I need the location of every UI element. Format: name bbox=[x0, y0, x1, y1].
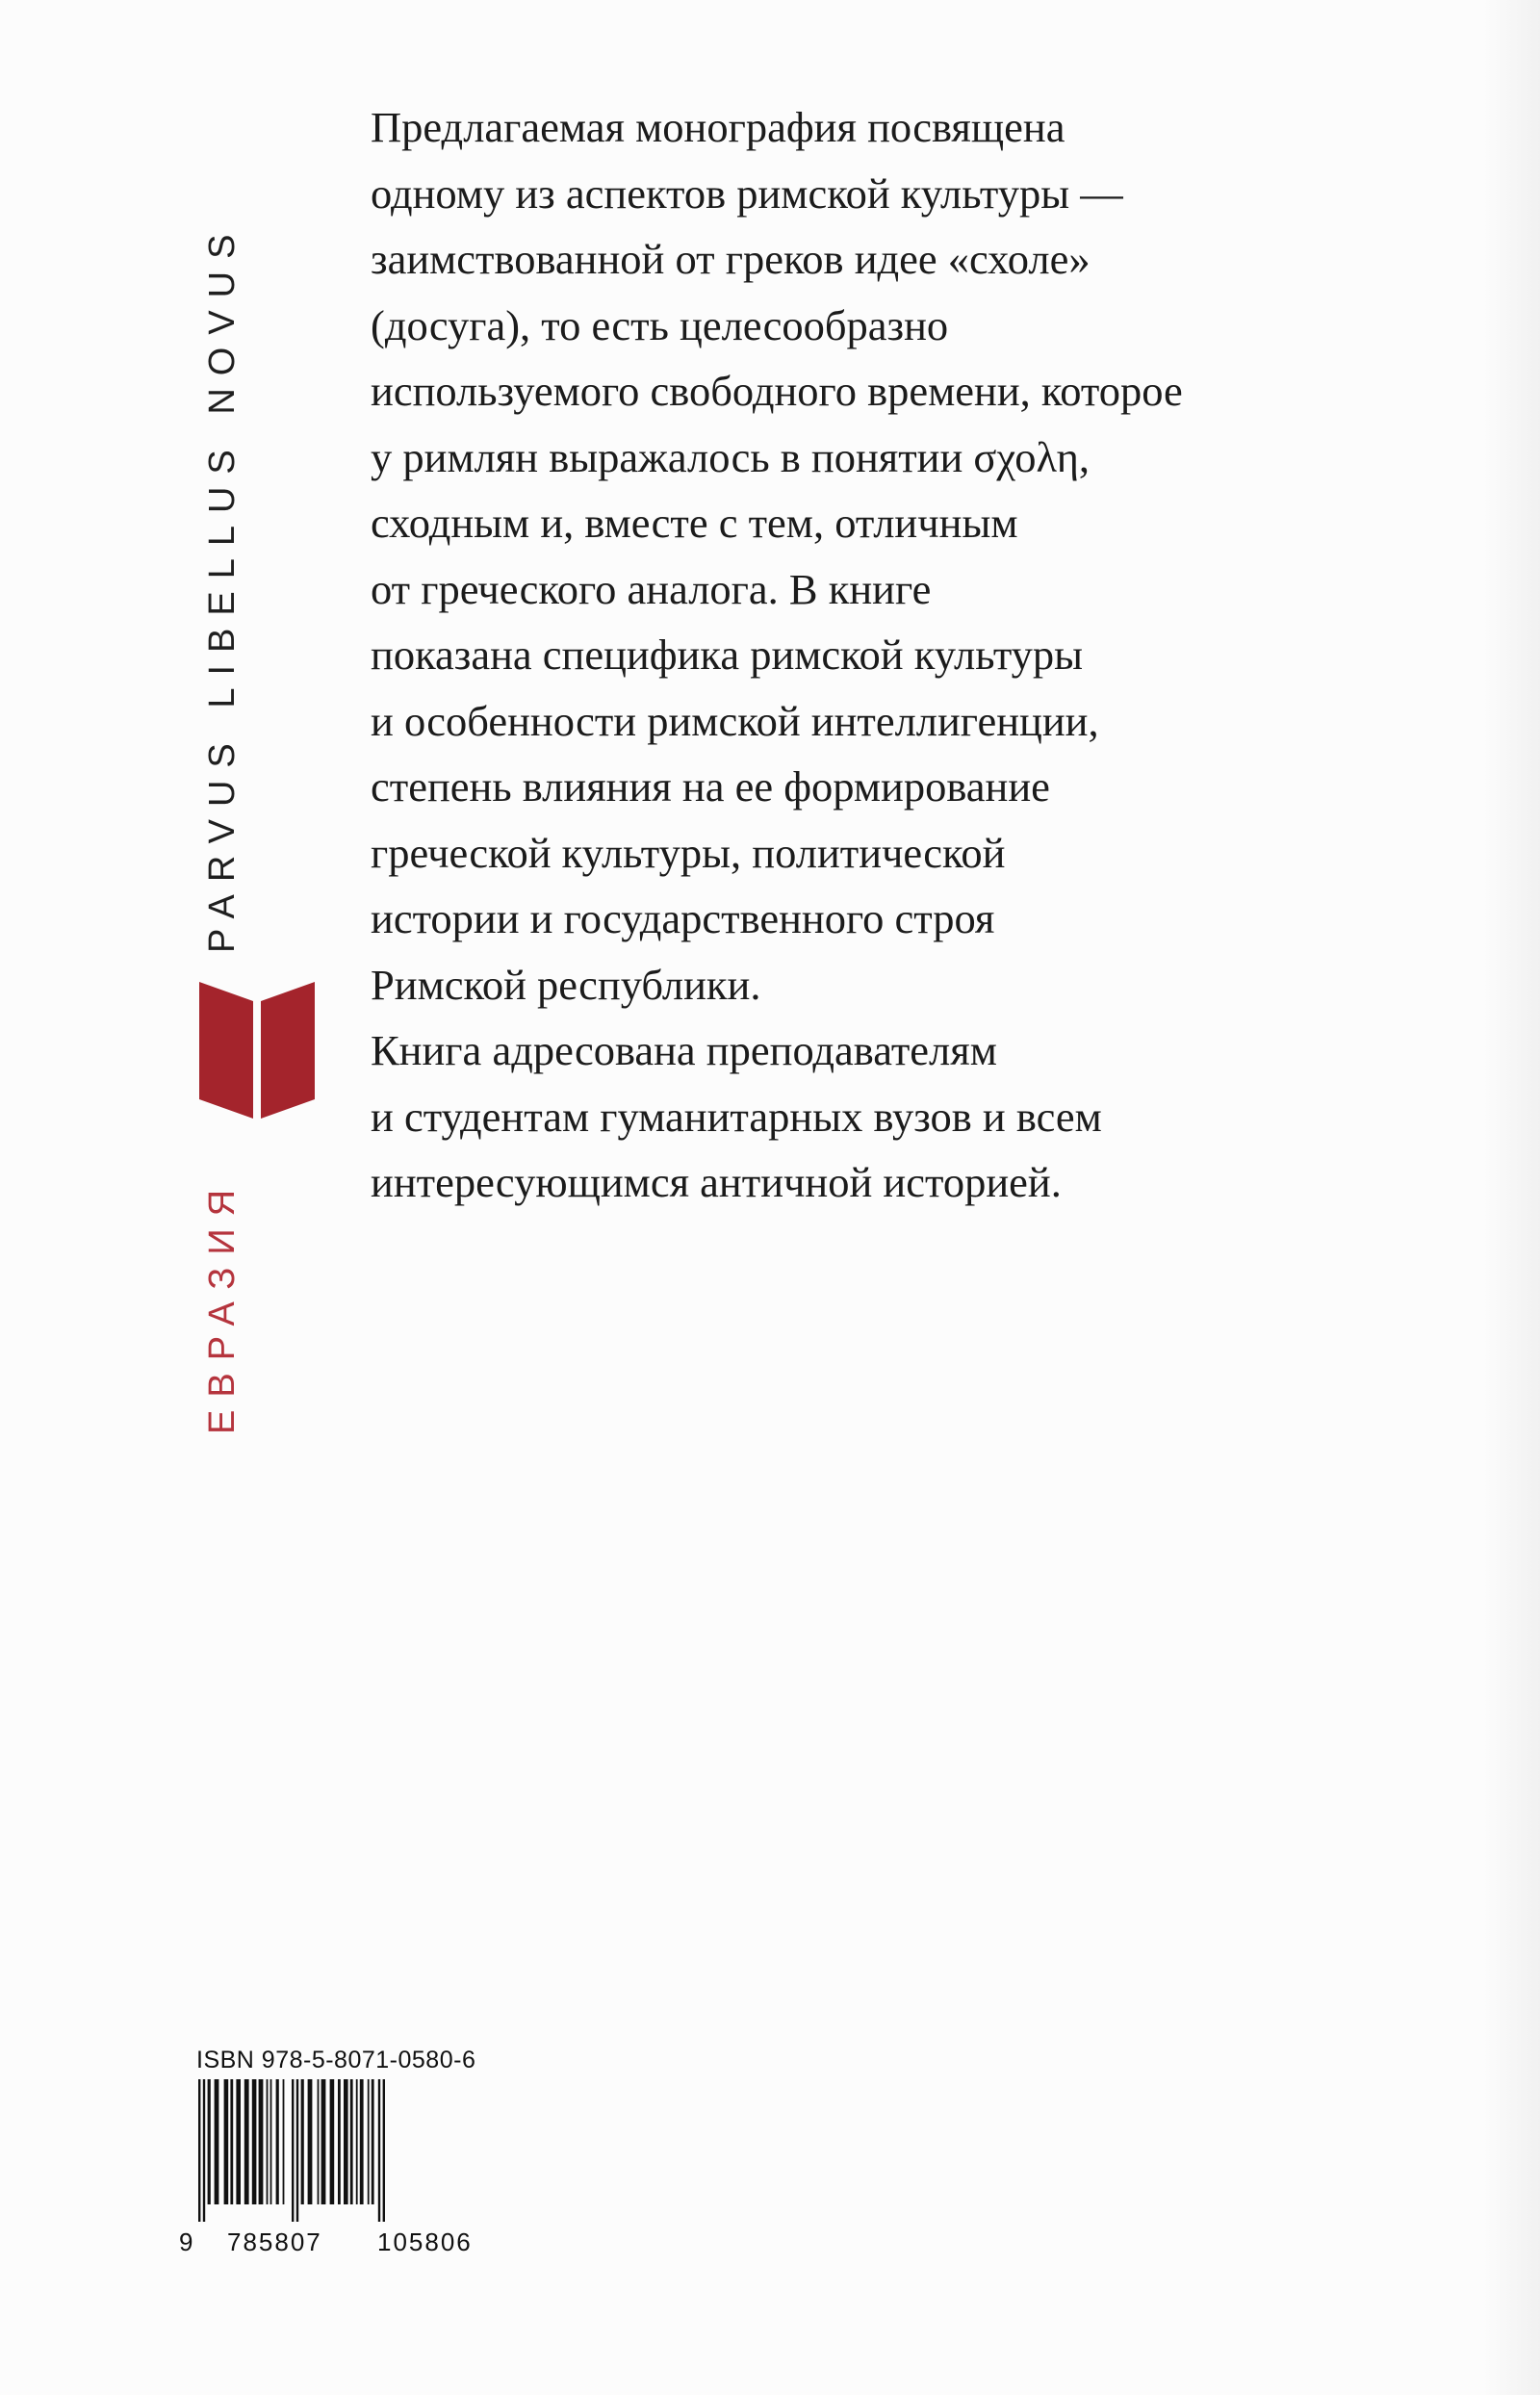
blurb-line: и студентам гуманитарных вузов и всем bbox=[371, 1092, 1102, 1141]
blurb-line: показана специфика римской культуры bbox=[371, 631, 1084, 679]
isbn-label: ISBN 978-5-8071-0580-6 bbox=[196, 2047, 476, 2073]
blurb-line: у римлян выражалось в понятии σχολη, bbox=[371, 432, 1091, 481]
blurb-line: интересующимся античной историей. bbox=[371, 1158, 1062, 1206]
barcode bbox=[196, 2079, 512, 2222]
blurb-line: Книга адресована преподавателям bbox=[371, 1026, 997, 1074]
barcode-digits-right: 105806 bbox=[377, 2228, 473, 2256]
book-icon bbox=[197, 980, 317, 1120]
blurb-line: (досуга), то есть целесообразно bbox=[371, 300, 949, 349]
publisher-name: ЕВРАЗИЯ bbox=[202, 1176, 243, 1434]
blurb-line: греческой культуры, политической bbox=[371, 828, 1006, 877]
blurb-line: Римской республики. bbox=[371, 960, 761, 1009]
blurb-line: одному из аспектов римской культуры — bbox=[371, 168, 1123, 218]
series-title: PARVUS LIBELLUS NOVUS bbox=[202, 221, 243, 953]
blurb-line: истории и государственного строя bbox=[371, 894, 995, 942]
barcode-digits-left: 785807 bbox=[227, 2228, 322, 2256]
blurb-line: Предлагаемая монография посвящена bbox=[371, 103, 1065, 151]
blurb-line: от греческого аналога. В книге bbox=[371, 564, 932, 613]
blurb-line: используемого свободного времени, которое bbox=[371, 367, 1183, 415]
cover-edge-shadow bbox=[1482, 0, 1540, 2395]
blurb-line: степень влияния на ее формирование bbox=[371, 762, 1050, 811]
spine-strip bbox=[179, 106, 266, 1454]
barcode-digit-lead: 9 bbox=[179, 2228, 195, 2256]
blurb-line: и особенности римской интеллигенции, bbox=[371, 696, 1099, 745]
blurb-text bbox=[371, 94, 1333, 1216]
blurb-line: заимствованной от греков идее «схоле» bbox=[371, 235, 1091, 283]
blurb-line: сходным и, вместе с тем, отличным bbox=[371, 499, 1018, 547]
